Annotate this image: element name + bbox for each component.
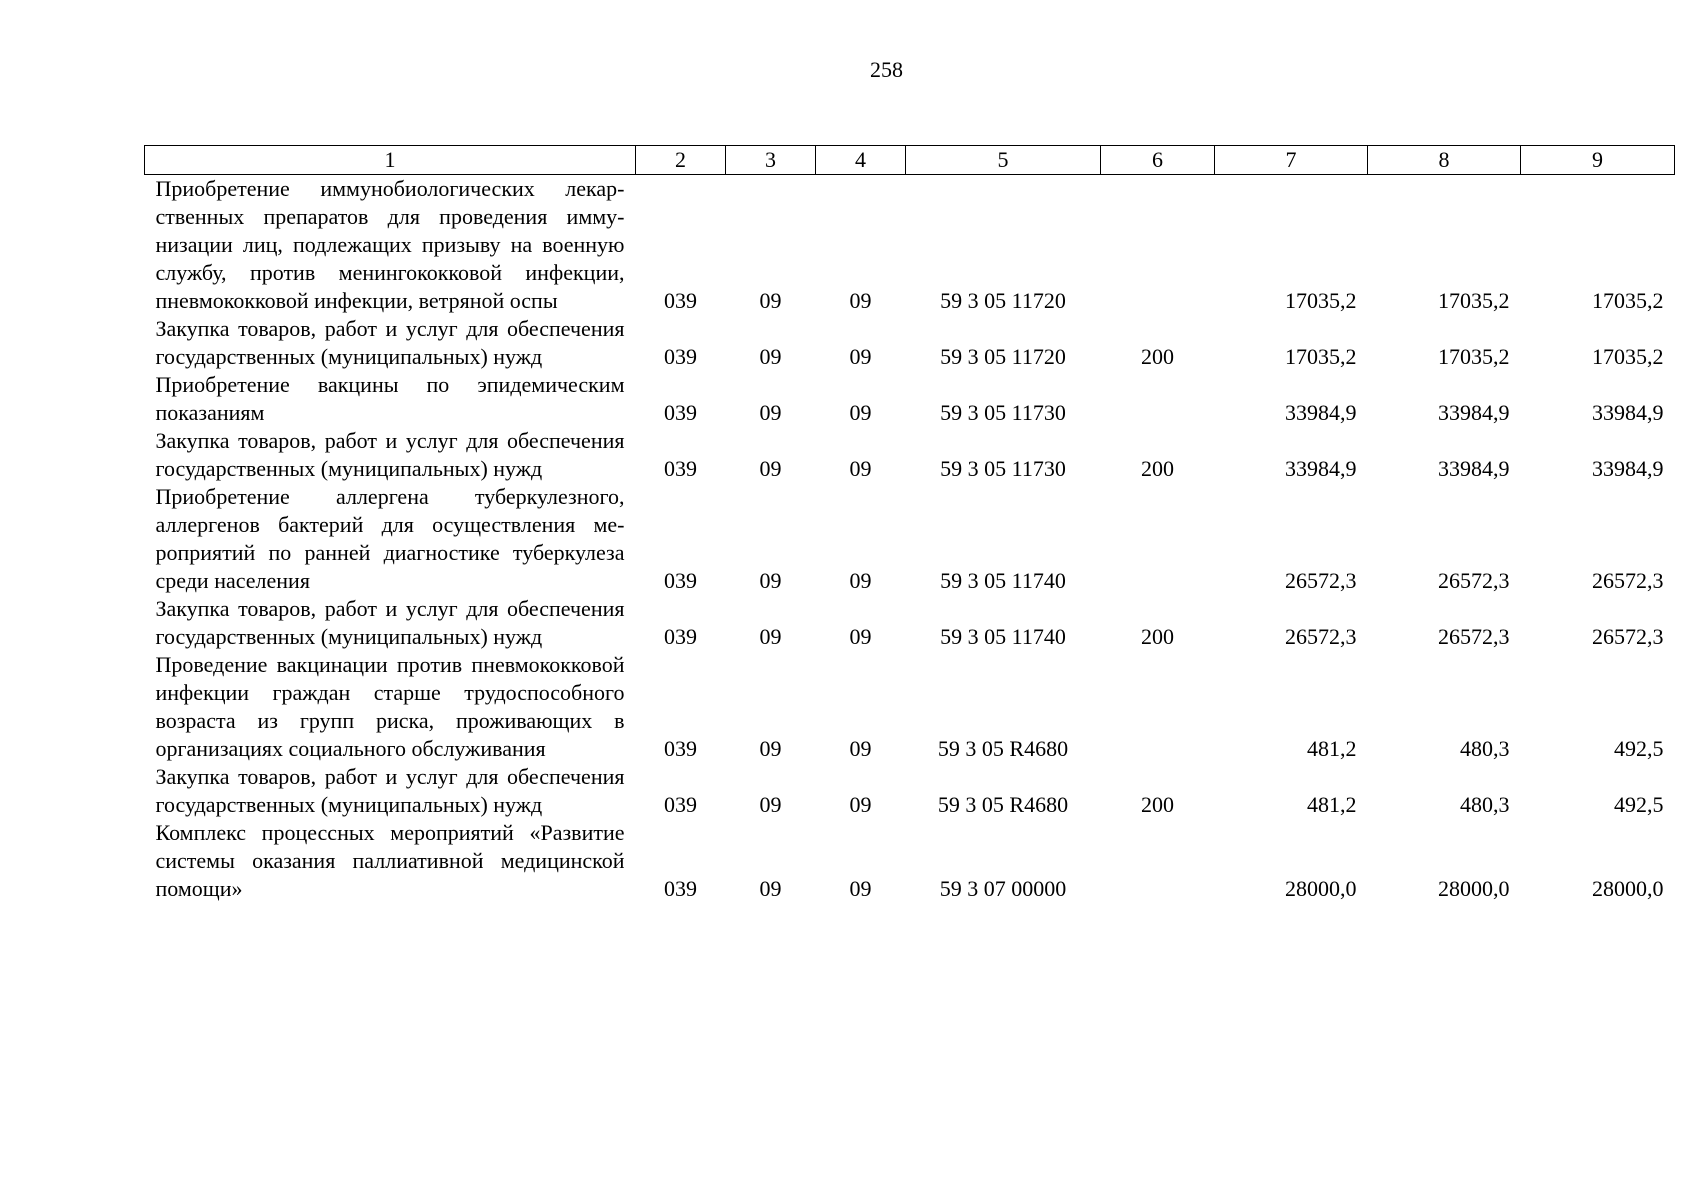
amount-col-8: 33984,9 [1438, 456, 1510, 481]
column-header: 5 [906, 146, 1101, 175]
subsection-code: 09 [849, 400, 872, 425]
expense-type-code [1101, 483, 1215, 595]
ministry-code: 039 [664, 792, 697, 817]
amount-col-7: 33984,9 [1285, 400, 1357, 425]
expense-type-code: 200 [1141, 792, 1174, 817]
row-description: Комплекс процессных мероприятий «Развитие системы оказания паллиативной медицинской помощи» [155, 820, 625, 901]
column-header: 4 [816, 146, 906, 175]
target-article-code: 59 3 05 R4680 [937, 792, 1069, 817]
column-header: 3 [726, 146, 816, 175]
table-row [145, 595, 1675, 651]
column-header: 7 [1215, 146, 1368, 175]
ministry-code: 039 [664, 456, 697, 481]
table-row [145, 763, 1675, 819]
row-description: Приобретение аллергена туберкулезного, аллергенов бактерий для осуществления мероприятий по ранней диагностике туберкулеза среди населения [155, 484, 625, 593]
amount-col-7: 17035,2 [1285, 344, 1357, 369]
amount-col-8: 33984,9 [1438, 400, 1510, 425]
target-article-code: 59 3 05 11730 [940, 456, 1066, 481]
amount-col-8: 28000,0 [1438, 876, 1510, 901]
amount-col-7: 28000,0 [1285, 876, 1357, 901]
row-description: Проведение вакцинации против пневмококковой инфекции граждан старше трудоспособного возраста из групп риска, проживающих в организациях социального обслуживания [155, 652, 625, 761]
subsection-code: 09 [849, 624, 872, 649]
column-number-row [145, 146, 1675, 175]
amount-col-8: 26572,3 [1438, 624, 1510, 649]
subsection-code: 09 [849, 568, 872, 593]
ministry-code: 039 [664, 736, 697, 761]
amount-col-9: 26572,3 [1592, 624, 1664, 649]
target-article-code: 59 3 05 11740 [940, 624, 1066, 649]
row-description: Приобретение иммунобиологических лекарственных препаратов для проведения иммунизации лиц, подлежащих призыву на военную службу, против менингококковой инфекции, пневмококковой инфекции, ветряной оспы [155, 176, 625, 313]
subsection-code: 09 [849, 876, 872, 901]
column-header: 2 [636, 146, 726, 175]
page-number: 258 [870, 57, 903, 82]
section-code: 09 [759, 288, 782, 313]
amount-col-8: 26572,3 [1438, 568, 1510, 593]
budget-table [144, 145, 1675, 903]
amount-col-7: 481,2 [1307, 792, 1357, 817]
subsection-code: 09 [849, 736, 872, 761]
table-row [145, 819, 1675, 903]
table-row [145, 371, 1675, 427]
ministry-code: 039 [664, 400, 697, 425]
section-code: 09 [759, 624, 782, 649]
section-code: 09 [759, 456, 782, 481]
amount-col-9: 17035,2 [1592, 344, 1664, 369]
ministry-code: 039 [664, 624, 697, 649]
amount-col-8: 480,3 [1460, 792, 1510, 817]
section-code: 09 [759, 876, 782, 901]
row-description: Закупка товаров, работ и услуг для обеспечения государственных (муниципальных) нужд [155, 316, 625, 369]
section-code: 09 [759, 736, 782, 761]
subsection-code: 09 [849, 792, 872, 817]
table-row [145, 175, 1675, 316]
amount-col-9: 17035,2 [1592, 288, 1664, 313]
expense-type-code [1101, 371, 1215, 427]
amount-col-8: 480,3 [1460, 736, 1510, 761]
amount-col-9: 492,5 [1614, 736, 1664, 761]
target-article-code: 59 3 07 00000 [939, 876, 1067, 901]
amount-col-7: 33984,9 [1285, 456, 1357, 481]
amount-col-9: 33984,9 [1592, 400, 1664, 425]
amount-col-8: 17035,2 [1438, 288, 1510, 313]
row-description: Приобретение вакцины по эпидемическим показаниям [155, 372, 625, 425]
amount-col-9: 33984,9 [1592, 456, 1664, 481]
target-article-code: 59 3 05 11720 [940, 288, 1066, 313]
ministry-code: 039 [664, 288, 697, 313]
subsection-code: 09 [849, 344, 872, 369]
amount-col-7: 26572,3 [1285, 624, 1357, 649]
section-code: 09 [759, 400, 782, 425]
expense-type-code: 200 [1141, 344, 1174, 369]
section-code: 09 [759, 344, 782, 369]
row-description: Закупка товаров, работ и услуг для обеспечения государственных (муниципальных) нужд [155, 764, 625, 817]
table-row [145, 315, 1675, 371]
column-header: 8 [1368, 146, 1521, 175]
row-description: Закупка товаров, работ и услуг для обеспечения государственных (муниципальных) нужд [155, 428, 625, 481]
target-article-code: 59 3 05 11740 [940, 568, 1066, 593]
column-header: 6 [1101, 146, 1215, 175]
ministry-code: 039 [664, 568, 697, 593]
expense-type-code [1101, 175, 1215, 316]
amount-col-7: 26572,3 [1285, 568, 1357, 593]
section-code: 09 [759, 568, 782, 593]
amount-col-9: 492,5 [1614, 792, 1664, 817]
subsection-code: 09 [849, 288, 872, 313]
amount-col-7: 17035,2 [1285, 288, 1357, 313]
expense-type-code [1101, 651, 1215, 763]
expense-type-code [1101, 819, 1215, 903]
target-article-code: 59 3 05 11730 [940, 400, 1066, 425]
amount-col-9: 26572,3 [1592, 568, 1664, 593]
ministry-code: 039 [664, 344, 697, 369]
expense-type-code: 200 [1141, 624, 1174, 649]
table-row [145, 483, 1675, 595]
table-row [145, 651, 1675, 763]
subsection-code: 09 [849, 456, 872, 481]
ministry-code: 039 [664, 876, 697, 901]
column-header: 9 [1521, 146, 1675, 175]
target-article-code: 59 3 05 R4680 [937, 736, 1069, 761]
column-header: 1 [145, 146, 636, 175]
table-row [145, 427, 1675, 483]
target-article-code: 59 3 05 11720 [940, 344, 1066, 369]
expense-type-code: 200 [1141, 456, 1174, 481]
amount-col-9: 28000,0 [1592, 876, 1664, 901]
row-description: Закупка товаров, работ и услуг для обеспечения государственных (муниципальных) нужд [155, 596, 625, 649]
section-code: 09 [759, 792, 782, 817]
amount-col-8: 17035,2 [1438, 344, 1510, 369]
amount-col-7: 481,2 [1307, 736, 1357, 761]
